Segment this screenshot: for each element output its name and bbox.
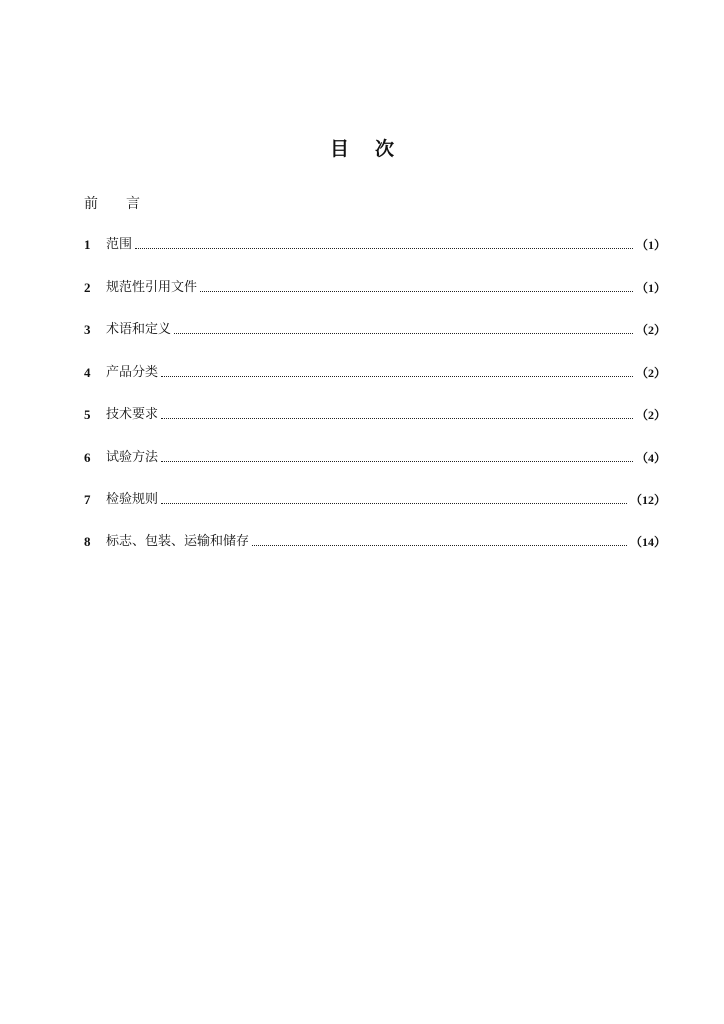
toc-entry-8[interactable] bbox=[84, 530, 666, 550]
toc-entry-number: 3 bbox=[84, 322, 91, 337]
toc-entry-number: 5 bbox=[84, 407, 91, 422]
page-title-char-1: 目 bbox=[329, 138, 349, 160]
toc-leader-dots bbox=[135, 248, 633, 249]
toc-entry-title: 试验方法 bbox=[106, 450, 159, 465]
toc-entry-2[interactable] bbox=[84, 276, 666, 296]
toc-entry-title: 标志、包装、运输和储存 bbox=[106, 534, 250, 549]
toc-leader-dots bbox=[161, 376, 633, 377]
toc-entry-number: 7 bbox=[84, 492, 91, 507]
toc-entry-number: 2 bbox=[84, 280, 91, 295]
toc-entry-number: 1 bbox=[84, 237, 91, 252]
toc-entry-5[interactable] bbox=[84, 403, 666, 423]
toc-entry-number: 4 bbox=[84, 365, 91, 380]
toc-leader-dots bbox=[200, 291, 633, 292]
toc-entry-page: （2） bbox=[635, 366, 666, 380]
toc-entry-title: 术语和定义 bbox=[106, 322, 172, 337]
toc-leader-dots bbox=[161, 461, 633, 462]
toc-entry-page: （14） bbox=[629, 535, 666, 549]
toc-entry-title: 产品分类 bbox=[106, 365, 159, 380]
toc-entry-title: 技术要求 bbox=[106, 407, 159, 422]
toc-entry-number: 8 bbox=[84, 534, 91, 549]
page-title-char-2: 次 bbox=[375, 138, 395, 160]
toc-entry-3[interactable] bbox=[84, 318, 666, 338]
toc-entry-4[interactable] bbox=[84, 361, 666, 381]
toc-leader-dots bbox=[252, 545, 627, 546]
toc-entry-6[interactable] bbox=[84, 446, 666, 466]
toc-entry-title: 检验规则 bbox=[106, 492, 159, 507]
page-title bbox=[0, 134, 724, 161]
toc-entry-1[interactable] bbox=[84, 233, 666, 253]
foreword-char-2: 言 bbox=[126, 196, 140, 212]
toc-entry-title: 规范性引用文件 bbox=[106, 280, 198, 295]
toc-entry-page: （2） bbox=[635, 408, 666, 422]
toc-entry-page: （1） bbox=[635, 281, 666, 295]
toc-entry-page: （12） bbox=[629, 493, 666, 507]
toc-entry-page: （4） bbox=[635, 451, 666, 465]
toc-leader-dots bbox=[174, 333, 633, 334]
toc-entry-number: 6 bbox=[84, 450, 91, 465]
toc-entry-title: 范围 bbox=[106, 237, 133, 252]
foreword-char-1: 前 bbox=[84, 196, 98, 212]
toc-entry-7[interactable] bbox=[84, 488, 666, 508]
toc-leader-dots bbox=[161, 418, 633, 419]
toc-entry-page: （1） bbox=[635, 238, 666, 252]
toc-foreword[interactable] bbox=[84, 193, 140, 213]
toc-leader-dots bbox=[161, 503, 627, 504]
toc-entry-page: （2） bbox=[635, 323, 666, 337]
